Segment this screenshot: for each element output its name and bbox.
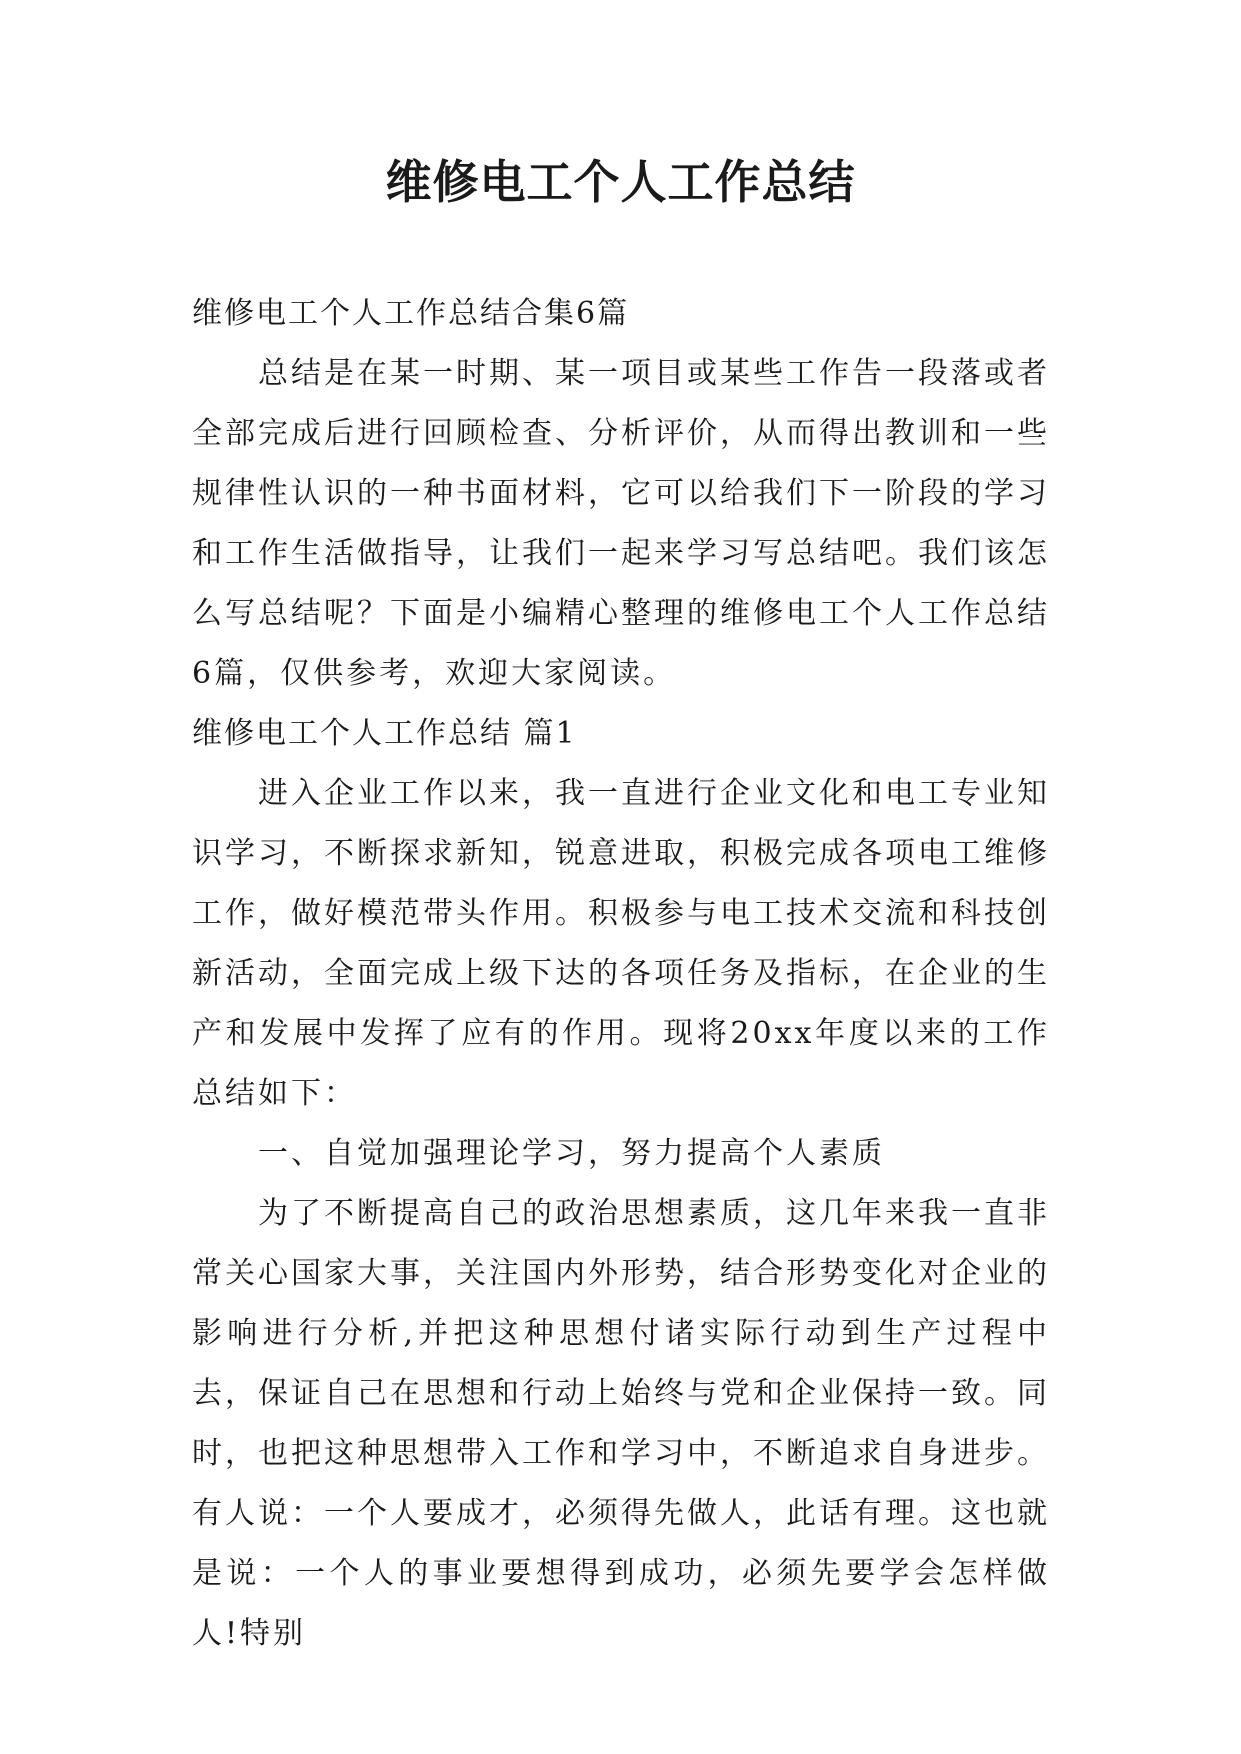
intro-paragraph: 总结是在某一时期、某一项目或某些工作告一段落或者全部完成后进行回顾检查、分析评价，从而得出教训和一些规律性认识的一种书面材料，它可以给我们下一阶段的学习和工作生活做指导，让我们一起来学习写总结吧。我们该怎么写总结呢？下面是小编精心整理的维修电工个人工作总结6篇，仅供参考，欢迎大家阅读。 (192, 356, 1050, 691)
subsection-heading: 一、自觉加强理论学习，努力提高个人素质 (258, 1136, 885, 1171)
document-title: 维修电工个人工作总结 (385, 155, 856, 209)
collection-heading: 维修电工个人工作总结合集6篇 (192, 296, 630, 331)
body-paragraph: 进入企业工作以来，我一直进行企业文化和电工专业知识学习，不断探求新知，锐意进取，积极完成各项电工维修工作，做好模范带头作用。积极参与电工技术交流和科技创新活动，全面完成上级下达的各项任务及指标，在企业的生产和发展中发挥了应有的作用。现将20xx年度以来的工作总结如下： (192, 776, 1050, 1111)
body-paragraph: 为了不断提高自己的政治思想素质，这几年来我一直非常关心国家大事，关注国内外形势，结合形势变化对企业的影响进行分析,并把这种思想付诸实际行动到生产过程中去，保证自己在思想和行动上始终与党和企业保持一致。同时，也把这种思想带入工作和学习中，不断追求自身进步。有人说：一个人要成才，必须得先做人，此话有理。这也就是说：一个人的事业要想得到成功，必须先要学会怎样做人!特别 (192, 1196, 1050, 1651)
document-body (192, 284, 1050, 1664)
section-heading-part-1: 维修电工个人工作总结 篇1 (192, 716, 577, 751)
